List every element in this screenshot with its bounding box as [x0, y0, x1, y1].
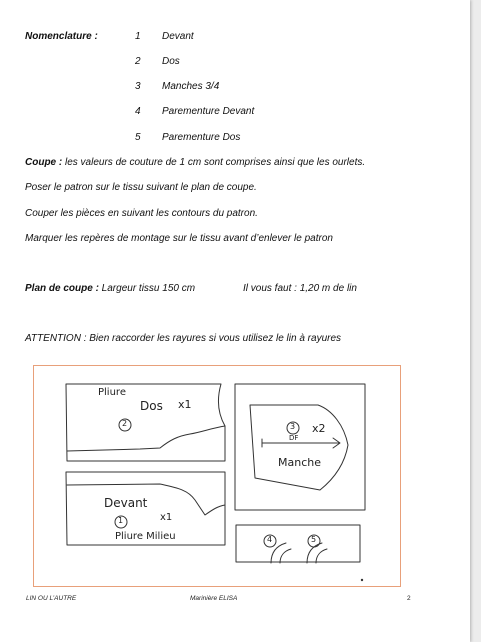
item-name: Parementure Dos: [162, 132, 241, 143]
df-label: DF: [289, 434, 299, 442]
manche-label: Manche: [278, 456, 321, 469]
footer-left: LIN OU L’AUTRE: [26, 595, 77, 602]
nomenclature-label: Nomenclature :: [25, 31, 98, 42]
item-name: Devant: [162, 31, 194, 42]
cutting-plan-frame: [33, 365, 401, 587]
p5-number: 5: [311, 535, 317, 544]
manche-number: 3: [290, 422, 296, 431]
pliure-milieu-label: Pliure Milieu: [115, 531, 176, 542]
coupe-paragraph: [25, 157, 365, 168]
item-name: Manches 3/4: [162, 81, 220, 92]
devant-number: 1: [118, 516, 124, 525]
coupe-line: Couper les pièces en suivant les contours du patron.: [25, 208, 258, 219]
coupe-line: Marquer les repères de montage sur le tissu avant d’enlever le patron: [25, 233, 333, 244]
plan-paragraph: [25, 283, 195, 294]
attention-note: ATTENTION : Bien raccorder les rayures si vous utilisez le lin à rayures: [25, 333, 342, 344]
item-num: 3: [135, 81, 141, 92]
item-name: Dos: [162, 56, 180, 67]
coupe-line: Poser le patron sur le tissu suivant le plan de coupe.: [25, 182, 257, 193]
dos-count: x1: [178, 398, 192, 411]
item-num: 2: [135, 56, 141, 67]
p4-number: 4: [267, 535, 273, 544]
dos-pliure-label: Pliure: [98, 387, 126, 398]
page-number: 2: [407, 595, 411, 602]
footer-center: Marinière ELISA: [190, 595, 238, 602]
devant-count: x1: [160, 512, 173, 523]
manche-count: x2: [312, 422, 326, 435]
devant-label: Devant: [104, 496, 148, 510]
coupe-text: les valeurs de couture de 1 cm sont comprises ainsi que les ourlets.: [62, 157, 366, 168]
plan-largeur: Largeur tissu 150 cm: [98, 283, 196, 294]
dos-number: 2: [122, 419, 128, 428]
coupe-label: Coupe :: [25, 157, 63, 168]
dos-label: Dos: [140, 399, 163, 413]
plan-label: Plan de coupe :: [25, 283, 99, 294]
plan-quantity: Il vous faut : 1,20 m de lin: [243, 283, 357, 294]
item-num: 5: [135, 132, 141, 143]
item-num: 4: [135, 106, 141, 117]
item-name: Parementure Devant: [162, 106, 255, 117]
item-num: 1: [135, 31, 141, 42]
